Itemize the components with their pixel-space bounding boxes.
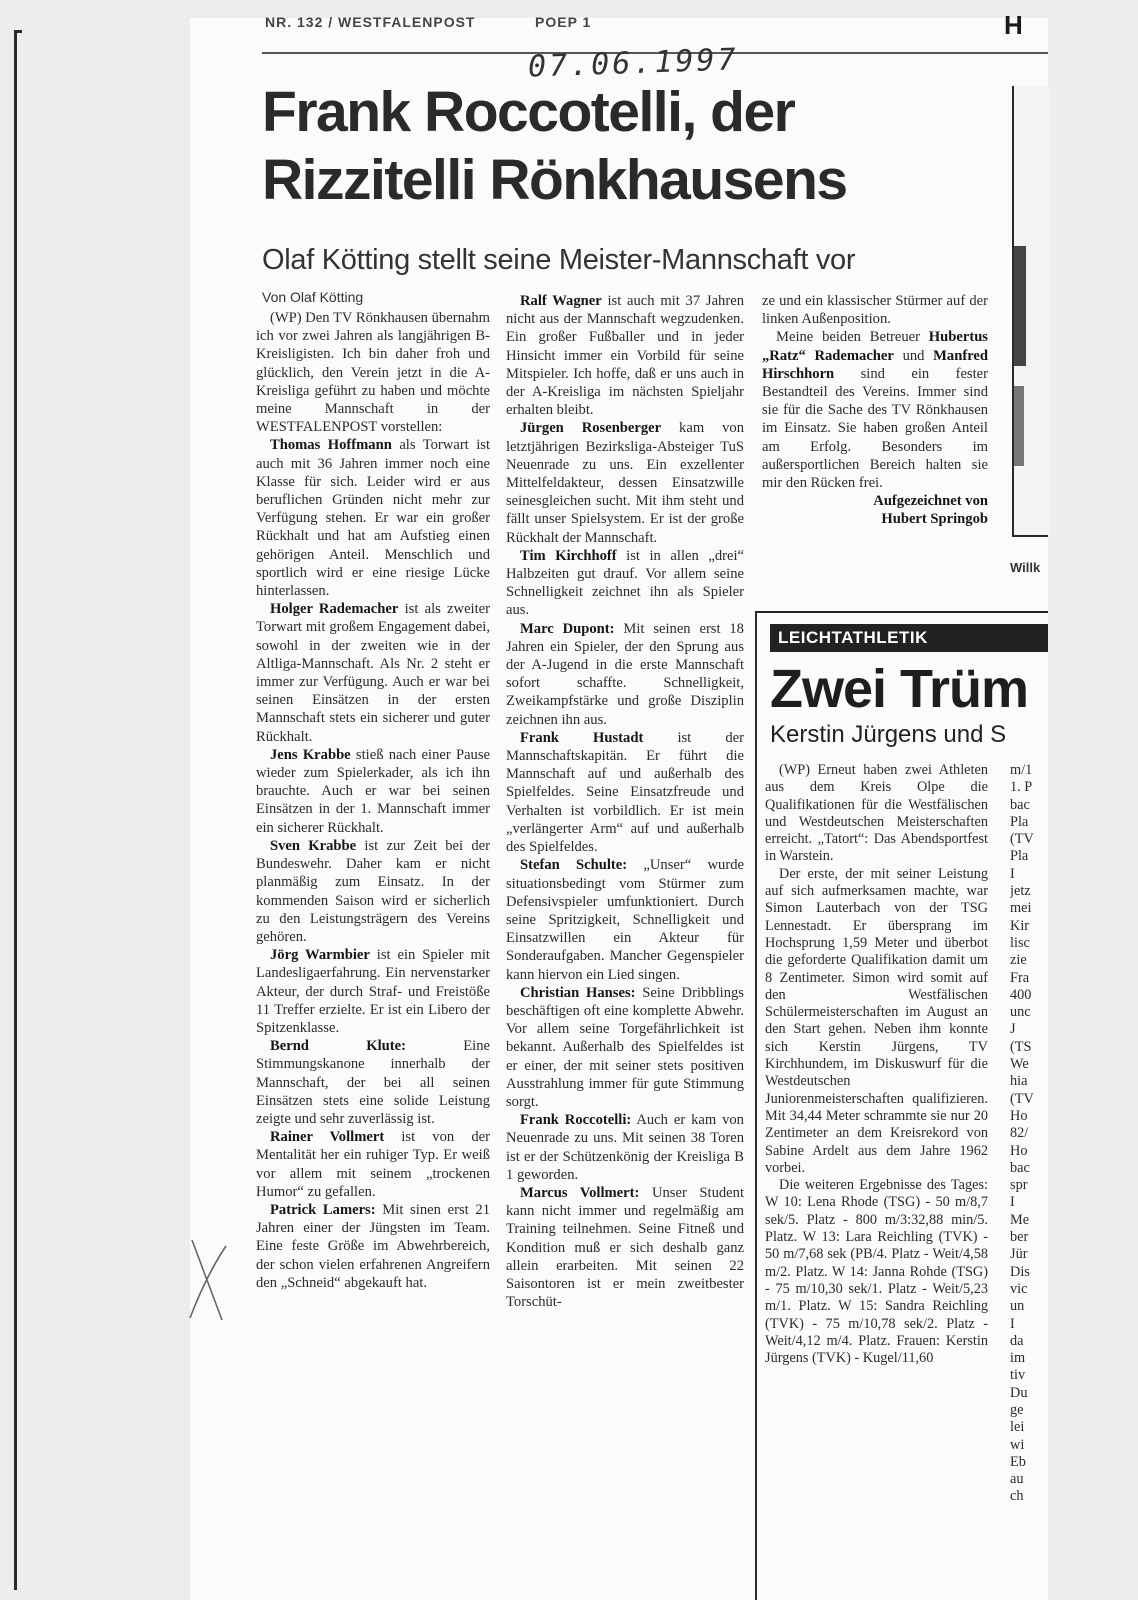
sidebar-column <box>765 762 988 1367</box>
masthead-left: NR. 132 / WESTFALENPOST <box>265 14 476 30</box>
cut-off-text: da <box>1010 1332 1024 1349</box>
cut-off-text: Fra <box>1010 969 1030 986</box>
player-name: Bernd Klute: <box>270 1038 406 1055</box>
cut-off-text: zie <box>1010 952 1027 969</box>
article-paragraph <box>506 1184 744 1311</box>
cut-off-text: ber <box>1010 1229 1029 1246</box>
cut-off-text: (TS <box>1010 1038 1032 1055</box>
cut-off-text: lisc <box>1010 934 1030 951</box>
cut-off-text: 1. P <box>1010 779 1033 796</box>
sidebar-top-rule <box>755 611 1048 613</box>
sidebar-rubric: LEICHTATHLETIK <box>770 624 1048 652</box>
cut-off-text: vic <box>1010 1280 1028 1297</box>
paragraph-text: stieß nach einer Pause wieder zum Spielerkader, als ich ihn brauchte. Auch er war bei seinen Einsätzen in der 1. Mannschaft immer ein sicherer Rückhalt. <box>256 746 491 836</box>
sidebar-left-rule <box>755 611 757 1600</box>
player-name: Frank Roccotelli: <box>520 1112 632 1129</box>
cut-off-text: bac <box>1010 796 1030 813</box>
paragraph-text: Mit sinen erst 21 Jahren einer der Jüngsten im Team. Eine feste Größe im Abwehrbereich, der schon vielen erfahrenen Angreifern den „Schneid“ abgekauft hat. <box>256 1201 490 1291</box>
sidebar-paragraph: Der erste, der mit seiner Leistung auf sich aufmerksamen machte, war Simon Lauterbach von der TSG Lennestadt. Er übersprang im Hochsprung 1,59 Meter und überbot die geforderte Qualifikation damit um 8 Zentimeter. Simon wird somit auf den Westfälischen Schülermeisterschaften im August an den Start gehen. Neben ihm konnte sich Kerstin Jürgens, TV Kirchhundem, im Diskuswurf für die Westdeutschen Juniorenmeisterschaften qualifizieren. Mit 34,44 Meter schrammte sie nur 20 Zentimeter an dem Kreisrekord von Sabine Ardelt aus dem Jahre 1962 vorbei. <box>765 865 988 1176</box>
player-name: Rainer Vollmert <box>270 1129 385 1146</box>
article-paragraph <box>506 419 744 546</box>
cut-off-text: Ho <box>1010 1142 1028 1159</box>
player-name: Christian Hanses: <box>520 984 636 1001</box>
sidebar-headline: Zwei Trüm <box>770 659 1029 719</box>
article-paragraph <box>256 309 490 436</box>
photo-border <box>1012 535 1048 537</box>
handwritten-date: 07.06.1997 <box>527 42 740 85</box>
article-paragraph <box>506 620 744 729</box>
article-paragraph <box>256 1128 490 1201</box>
paragraph-text: ist als zweiter Torwart mit großem Engagement dabei, sowohl in der zweiten wie in der Altliga-Mannschaft. Als Nr. 2 steht er immer zur Verfügung. Auch er war bei seinen Einsätzen in der ersten Mannschaft stets ein sicherer und guter Rückhalt. <box>256 601 490 745</box>
article-subheadline: Olaf Kötting stellt seine Meister-Mannschaft vor <box>262 244 856 276</box>
article-paragraph <box>506 984 744 1111</box>
article-paragraph <box>506 292 744 419</box>
cut-off-text: Du <box>1010 1384 1028 1401</box>
signature-name: Hubert Springob <box>881 511 988 528</box>
cut-off-text: Ho <box>1010 1107 1028 1124</box>
player-name: Hubertus „Ratz“ Rademacher <box>762 329 988 364</box>
paragraph-text: kam von letztjährigen Bezirksliga-Absteiger TuS Neuenrade zu uns. Ein exzellenter Mittelfeldakteur, dessen Einsatzwille seinesgleichen sucht. Mit ihm steht und fällt unser Spielsystem. Er ist der große Rückhalt der Mannschaft. <box>506 420 744 546</box>
cut-off-text: m/1 <box>1010 762 1033 778</box>
article-paragraph <box>256 1037 490 1128</box>
paragraph-text: Unser Student kann nicht immer und regelmäßig am Training teilnehmen. Seine Fitneß und Kondition muß er sich deshalb ganz allein erarbeiten. Mit seinen 22 Saisontoren ist er mein zweitbester Torschüt- <box>506 1184 744 1311</box>
player-name: Frank Hustadt <box>520 729 644 746</box>
article-headline <box>262 78 1002 214</box>
player-name: Jörg Warmbier <box>270 947 370 964</box>
cut-off-text: I <box>1010 1194 1015 1211</box>
masthead-page: POEP 1 <box>535 14 592 30</box>
cut-off-text: bac <box>1010 1159 1030 1176</box>
paragraph-text: Mit seinen erst 18 Jahren ein Spieler, der den Sprung aus der A-Jugend in die erste Mannschaft sofort schaffte. Schnelligkeit, Zweikampfstärke und große Disziplin zeichnen ihn aus. <box>506 620 744 728</box>
cut-off-text: im <box>1010 1350 1026 1367</box>
player-name: Stefan Schulte: <box>520 857 628 874</box>
scan-border-tick <box>14 30 22 33</box>
cut-off-text: 82/ <box>1010 1125 1029 1142</box>
article-paragraph <box>256 436 490 600</box>
article-paragraph <box>256 1201 490 1292</box>
article-paragraph <box>506 729 744 856</box>
player-name: Sven Krabbe <box>270 837 357 854</box>
cut-off-text: Kir <box>1010 917 1030 934</box>
headline-line-2: Rizzitelli Rönkhausens <box>262 148 847 212</box>
pencil-cross-mark <box>186 1236 232 1326</box>
cut-off-text: tiv <box>1010 1367 1026 1384</box>
paragraph-text: ist auch mit 37 Jahren nicht aus der Mannschaft wegzudenken. Ein großer Fußballer und in jeder Hinsicht immer ein Vorbild für seine Mitspieler. Ich hoffe, daß er uns auch in der A-Kreisliga im nächsten Spieljahr erhalten bleibt. <box>506 293 744 419</box>
cut-off-text: Dis <box>1010 1263 1030 1280</box>
paragraph-text: als Torwart ist auch mit 36 Jahren immer noch eine Klasse für sich. Leider wird er aus beruflichen Gründen nicht mehr zur Verfügung stehen. Er war ein großer Rückhalt und hat am Aufstieg einen gehörigen Anteil. Menschlich und sportlich wird er eine riesige Lücke hinterlassen. <box>256 437 491 600</box>
player-name: Ralf Wagner <box>520 293 602 309</box>
article-column-3 <box>762 292 988 529</box>
cut-off-text: (TV <box>1010 1090 1034 1107</box>
cut-off-text: ge <box>1010 1401 1024 1418</box>
player-name: Patrick Lamers: <box>270 1201 376 1218</box>
cut-off-text: mei <box>1010 900 1032 917</box>
paragraph-text: ist in allen „drei“ Halbzeiten gut drauf. Vor allem seine Schnelligkeit zeichnet ihn als Spieler aus. <box>506 547 744 619</box>
scan-border-line <box>14 30 17 1590</box>
column-3-continuation: ze und ein klassischer Stürmer auf der linken Außenposition. <box>762 293 988 328</box>
article-paragraph <box>256 600 490 746</box>
paragraph-text: ist der Mannschaftskapitän. Er führt die Mannschaft auf und außerhalb des Spielfeldes. Seine Einsatzfreude und Verhalten ist vorbildlich. Er ist mein „verlängerter Arm“ auf und außerhalb des Spielfeldes. <box>506 729 744 856</box>
sidebar-column-cut <box>1010 762 1048 1506</box>
article-paragraph <box>506 547 744 620</box>
cut-off-text: ch <box>1010 1488 1024 1505</box>
article-paragraph <box>506 856 744 983</box>
cut-off-text: jetz <box>1010 883 1031 900</box>
masthead-right: H <box>1004 10 1023 40</box>
cut-off-text: un <box>1010 1298 1025 1315</box>
cut-off-text: hia <box>1010 1073 1028 1090</box>
cut-off-text: spr <box>1010 1177 1028 1194</box>
cut-off-text: (TV <box>1010 831 1034 848</box>
player-name: Holger Rademacher <box>270 601 399 618</box>
signature-label: Aufgezeichnet von <box>873 493 988 510</box>
player-name: Jens Krabbe <box>270 746 351 763</box>
cut-off-text: wi <box>1010 1436 1025 1453</box>
cut-off-text: I <box>1010 1315 1015 1332</box>
cut-off-text: 400 <box>1010 986 1032 1003</box>
player-name: Jürgen Rosenberger <box>520 420 662 437</box>
cut-off-text: I <box>1010 865 1015 882</box>
article-paragraph <box>506 1111 744 1184</box>
cut-off-text: Jür <box>1010 1246 1028 1263</box>
sidebar-paragraph: Die weiteren Ergebnisse des Tages: W 10: Lena Rhode (TSG) - 50 m/8,7 sek/5. Platz - 800 m/3:32,88 min/5. Platz. W 13: Lara Reichling (TVK) - 50 m/7,68 sek (PB/4. Platz - Weit/4,58 m/2. Platz. W 14: Janna Rohde (TSG) - 75 m/10,30 sek/1. Platz - Weit/5,23 m/1. Platz. W 15: Sandra Reichling (TVK) - 75 m/10,78 sek/2. Platz - Weit/4,12 m/4. Platz. Frauen: Kerstin Jürgens (TVK) - Kugel/11,60 <box>765 1177 988 1367</box>
photo-shadow <box>1014 386 1024 466</box>
headline-line-1: Frank Roccotelli, der <box>262 80 795 144</box>
article-column-2 <box>506 292 744 1311</box>
player-name: Marc Dupont: <box>520 620 615 637</box>
paragraph-text: Auch er kam von Neuenrade zu uns. Mit seinen 38 Toren ist er der Schützenkönig der Kreisliga B 1 geworden. <box>506 1112 744 1183</box>
cut-off-text: Pla <box>1010 813 1029 830</box>
article-column-1 <box>256 309 490 1292</box>
article-byline: Von Olaf Kötting <box>262 289 364 305</box>
cut-off-text: Pla <box>1010 848 1029 865</box>
paragraph-text: ist zur Zeit bei der Bundeswehr. Daher kam er nicht planmäßig zum Einsatz. In der kommenden Saison wird er sicherlich zu den Leistungsträgern des Vereins gehören. <box>256 837 490 945</box>
player-name: Tim Kirchhoff <box>520 547 617 564</box>
player-name: Marcus Vollmert: <box>520 1184 640 1201</box>
column-3-paragraph <box>762 328 988 492</box>
sidebar-paragraph: (WP) Erneut haben zwei Athleten aus dem Kreis Olpe die Qualifikationen für die Westfälischen und Westdeutschen Meisterschaften erreicht. „Tatort“: Das Abendsportfest in Warstein. <box>765 762 988 865</box>
photo-shadow <box>1014 246 1026 366</box>
paragraph-text: (WP) Den TV Rönkhausen übernahm ich vor zwei Jahren als langjährigen B-Kreisligisten. Ich bin daher froh und glücklich, den Verein jetzt in die A-Kreisliga geführt zu haben und möchte meine Mannschaft in der WESTFALENPOST vorstellen: <box>256 310 490 436</box>
player-name: Thomas Hoffmann <box>270 437 392 454</box>
cropped-photo <box>1012 86 1050 536</box>
player-name: Manfred Hirschhorn <box>762 347 988 382</box>
article-paragraph <box>256 837 490 946</box>
photo-caption-fragment: Willk <box>1010 560 1041 575</box>
column-3-text-pre: Meine beiden Betreuer <box>776 329 929 346</box>
cut-off-text: We <box>1010 1056 1029 1073</box>
cut-off-text: unc <box>1010 1004 1031 1021</box>
paragraph-text: Seine Dribblings beschäftigen oft eine komplette Abwehr. Vor allem seine Torgefährlichkeit ist bekannt. Außerhalb des Spielfeldes ist er einer, der mit seiner stets positiven Ausstrahlung immer für gute Stimmung sorgt. <box>506 984 744 1110</box>
paragraph-text: Eine Stimmungskanone innerhalb der Mannschaft, der bei all seinen Einsätzen stets eine solide Leistung zeigte und sehr zuverlässig ist. <box>256 1038 490 1127</box>
paragraph-text: ist von der Mentalität her ein ruhiger Typ. Er weiß vor allem mit seinem „trockenen Humor“ zu gefallen. <box>256 1129 490 1200</box>
cut-off-text: J <box>1010 1021 1016 1038</box>
cut-off-text: Me <box>1010 1211 1030 1228</box>
article-paragraph <box>256 946 490 1037</box>
cut-off-text: au <box>1010 1471 1024 1488</box>
sidebar-subheadline: Kerstin Jürgens und S <box>770 721 1007 748</box>
column-3-text-mid: und <box>893 347 934 364</box>
cut-off-text: lei <box>1010 1419 1025 1436</box>
article-paragraph <box>256 746 490 837</box>
cut-off-text: Eb <box>1010 1453 1026 1470</box>
column-3-text-post: sind ein fester Bestandteil des Vereins. Immer sind sie für die Sache des TV Rönkhausen im Einsatz. Sie haben großen Anteil am Erfolg. Besonders im außersportlichen Bereich halten sie mir den Rücken frei. <box>762 365 988 492</box>
paragraph-text: „Unser“ wurde situationsbedingt vom Stürmer zum Defensivspieler umfunktioniert. Durch seine Spritzigkeit, Schnelligkeit und Einsatzwillen ein Akteur für Sonderaufgaben. Mancher Gegenspieler kann hiervon ein Lied singen. <box>506 857 744 983</box>
paragraph-text: ist ein Spieler mit Landesligaerfahrung. Ein nervenstarker Akteur, der durch Straf- und Freistöße 11 Treffer erzielte. Er ist ein Libero der Spitzenklasse. <box>256 947 490 1036</box>
